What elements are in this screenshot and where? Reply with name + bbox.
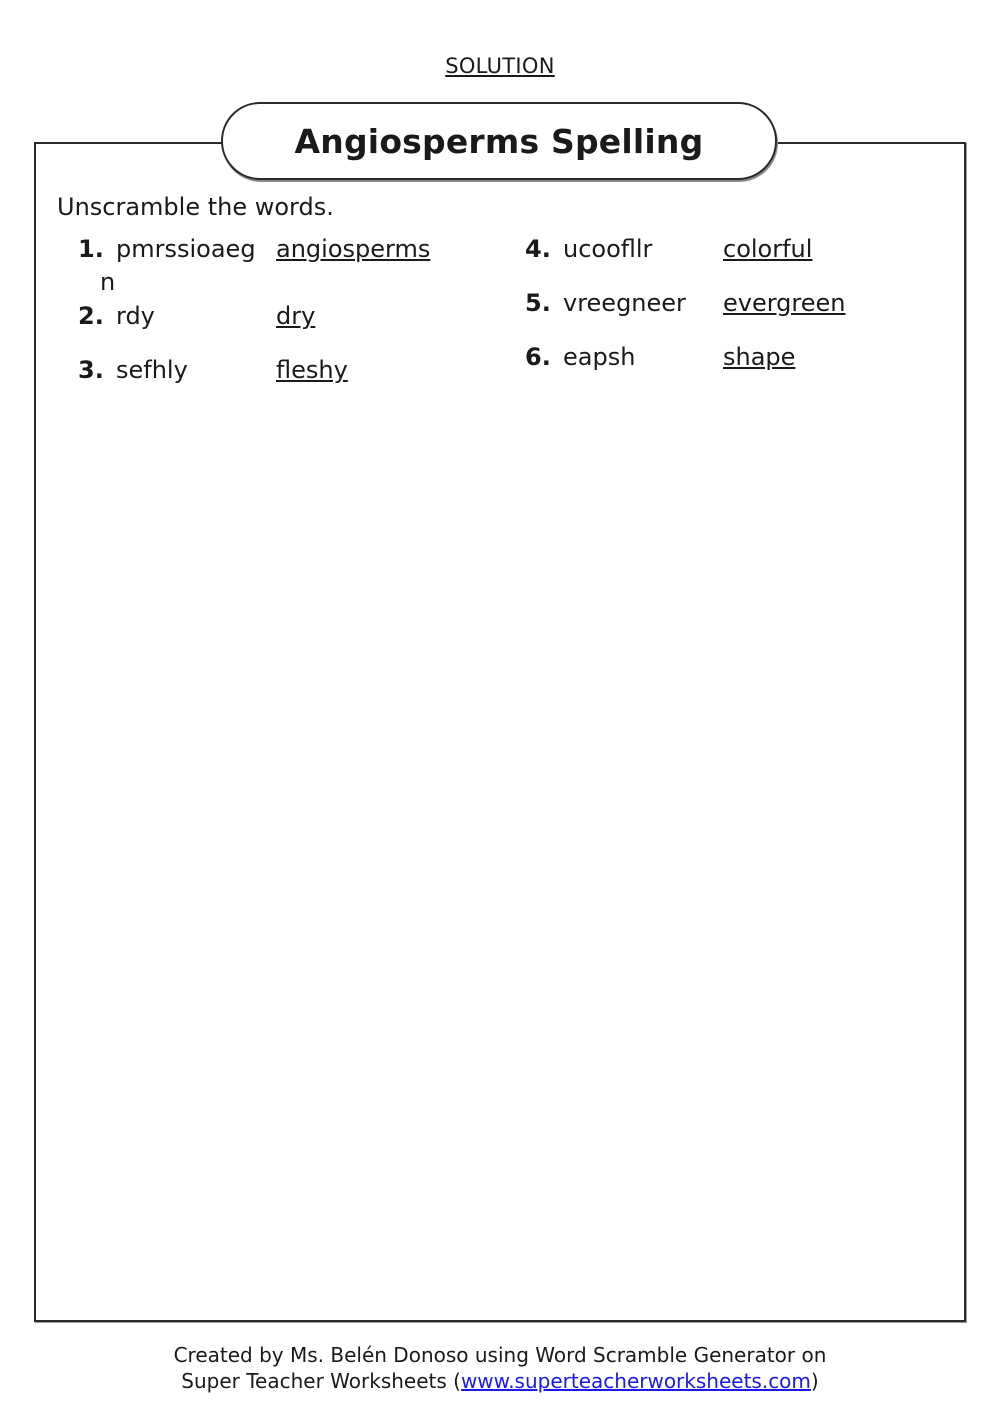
scrambled-word: vreegneer [563, 289, 686, 317]
answer-word: dry [276, 302, 316, 330]
answer-word: evergreen [723, 289, 846, 317]
worksheet-title: Angiosperms Spelling [294, 121, 704, 161]
scrambled-word: pmrssioaeg [116, 235, 256, 263]
footer-line-2 [0, 1368, 1000, 1394]
item-number: 6. [525, 343, 551, 371]
footer-line-2-suffix: ) [810, 1369, 819, 1393]
answer-word: colorful [723, 235, 813, 263]
solution-label: SOLUTION [445, 54, 555, 78]
answer-word: angiosperms [276, 235, 431, 263]
answer-word: fleshy [276, 356, 348, 384]
item-number: 3. [78, 356, 104, 384]
scrambled-word: ucoofllr [563, 235, 653, 263]
item-number: 1. [78, 235, 104, 263]
scrambled-word: eapsh [563, 343, 636, 371]
footer-credit [0, 1342, 1000, 1394]
title-banner [221, 102, 777, 180]
item-number: 5. [525, 289, 551, 317]
scrambled-word-continuation: n [100, 268, 116, 296]
item-number: 4. [525, 235, 551, 263]
footer-line-1: Created by Ms. Belén Donoso using Word Scramble Generator on [173, 1343, 827, 1367]
answer-word: shape [723, 343, 796, 371]
item-number: 2. [78, 302, 104, 330]
website-link[interactable]: www.superteacherworksheets.com [460, 1369, 811, 1393]
scrambled-word: rdy [116, 302, 155, 330]
footer-line-2-prefix: Super Teacher Worksheets ( [181, 1369, 461, 1393]
scrambled-word: sefhly [116, 356, 188, 384]
instructions-text: Unscramble the words. [57, 193, 334, 221]
